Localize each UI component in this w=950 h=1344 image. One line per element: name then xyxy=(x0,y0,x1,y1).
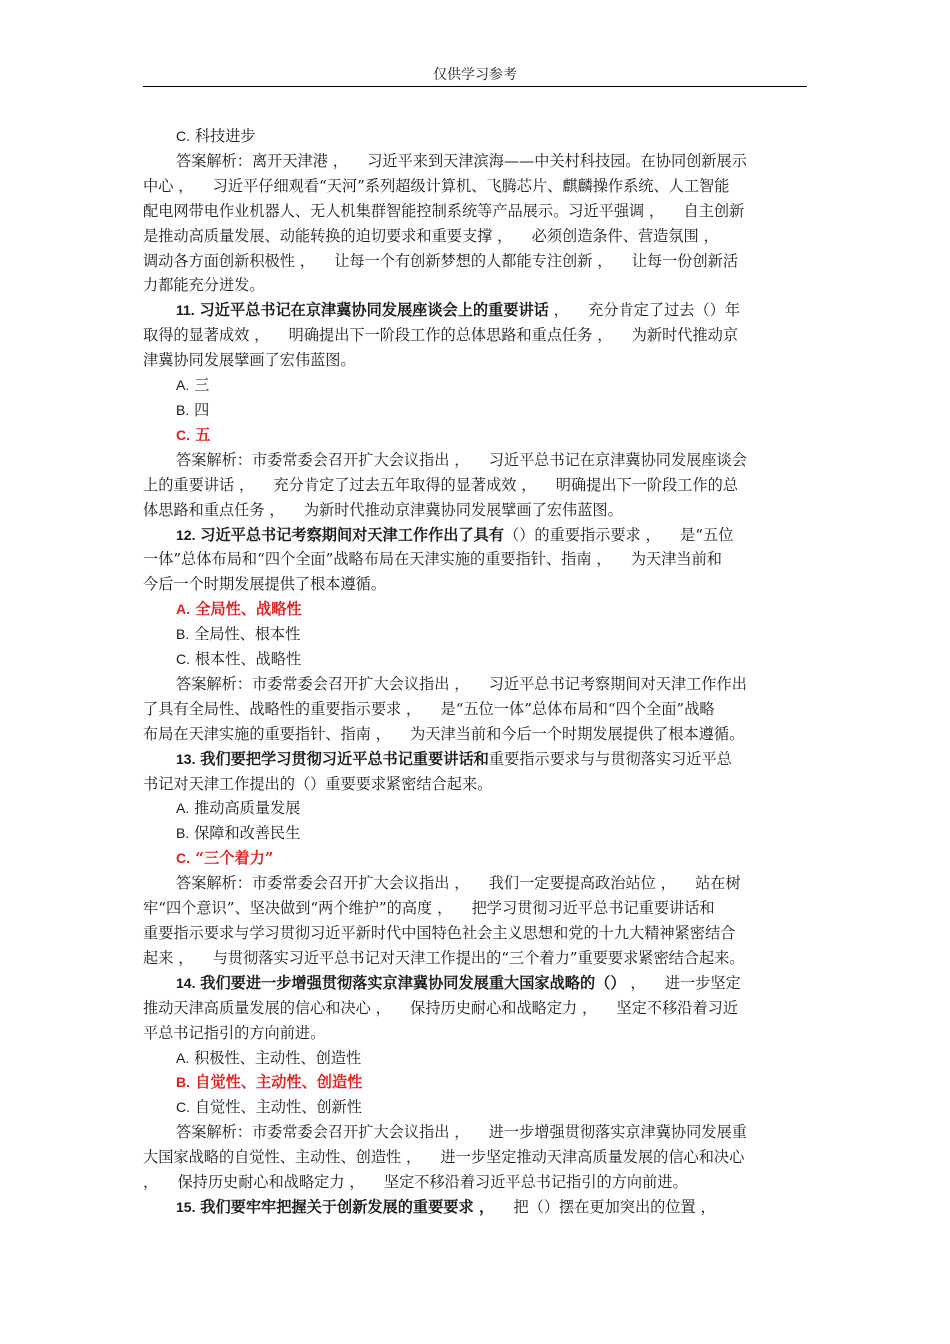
q12-question-line: 今后一个时期发展提供了根本遵循。 xyxy=(143,575,386,594)
q11-analysis-line: 体思路和重点任务 ， 为新时代推动京津冀协同发展擘画了宏伟蓝图。 xyxy=(143,500,623,519)
header-divider xyxy=(143,86,807,87)
q10-analysis-line: 调动各方面创新积极性 ， 让每一个有创新梦想的人都能专注创新 ， 让每一份创新活 xyxy=(143,251,739,270)
q14-question: 14. 我们要进一步增强贯彻落实京津冀协同发展重大国家战略的（） ， 进一步坚定 xyxy=(176,973,741,992)
q11-question-line: 取得的显著成效 ， 明确提出下一阶段工作的总体思路和重点任务 ， 为新时代推动京 xyxy=(143,326,739,345)
q13-question: 13. 我们要把学习贯彻习近平总书记重要讲话和重要指示要求与与贯彻落实习近平总 xyxy=(176,749,732,768)
q11-analysis-line: 答案解析：市委常委会召开扩大会议指出 ， 习近平总书记在京津冀协同发展座谈会 xyxy=(176,450,747,469)
q12-option-b: B. 全局性、根本性 xyxy=(176,625,301,644)
q11-question-line: 津冀协同发展擘画了宏伟蓝图。 xyxy=(143,351,356,370)
page-header: 仅供学习参考 xyxy=(433,67,517,83)
q12-option-c: C. 根本性、战略性 xyxy=(176,650,302,669)
q12-option-a-correct: A. 全局性、战略性 xyxy=(176,600,302,619)
q14-option-a: A. 积极性、主动性、创造性 xyxy=(176,1048,362,1067)
q14-option-b-correct: B. 自觉性、主动性、创造性 xyxy=(176,1073,363,1092)
q13-question-line: 书记对天津工作提出的（）重要要求紧密结合起来。 xyxy=(143,774,493,793)
q12-question-line: 一体”总体布局和“四个全面”战略布局在天津实施的重要指针、指南 ， 为天津当前和 xyxy=(143,550,722,569)
q13-analysis-line: 牢“四个意识”、坚决做到“两个维护”的高度 ， 把学习贯彻习近平总书记重要讲话和 xyxy=(143,899,715,918)
q12-analysis-line: 布局在天津实施的重要指针、指南 ， 为天津当前和今后一个时期发展提供了根本遵循。 xyxy=(143,724,745,743)
q11-option-a: A. 三 xyxy=(176,376,210,395)
q12-analysis-line: 答案解析：市委常委会召开扩大会议指出 ， 习近平总书记考察期间对天津工作作出 xyxy=(176,674,747,693)
q15-question: 15. 我们要牢牢把握关于创新发展的重要要求 ， 把（）摆在更加突出的位置 ， xyxy=(176,1197,716,1216)
q11-option-c-correct: C. 五 xyxy=(176,425,211,444)
q13-analysis-line: 起来 ， 与贯彻落实习近平总书记对天津工作提出的“三个着力”重要要求紧密结合起来。 xyxy=(143,948,745,967)
q11-question: 11. 习近平总书记在京津冀协同发展座谈会上的重要讲话 ， 充分肯定了过去（）年 xyxy=(176,301,741,320)
q10-analysis-line: 是推动高质量发展、动能转换的迫切要求和重要支撑 ， 必须创造条件、营造氛围 ， xyxy=(143,226,719,245)
q13-analysis-line: 答案解析：市委常委会召开扩大会议指出 ， 我们一定要提高政治站位 ， 站在树 xyxy=(176,874,741,893)
q12-question: 12. 习近平总书记考察期间对天津工作作出了具有（）的重要指示要求 ， 是“五位 xyxy=(176,525,734,544)
q14-analysis-line: 大国家战略的自觉性、主动性、创造性 ， 进一步坚定推动天津高质量发展的信心和决心 xyxy=(143,1148,745,1167)
q13-option-c-correct: C. “三个着力” xyxy=(176,849,274,868)
q14-analysis-line: ， 保持历史耐心和战略定力 ， 坚定不移沿着习近平总书记指引的方向前进。 xyxy=(143,1173,688,1192)
q13-option-a: A. 推动高质量发展 xyxy=(176,799,301,818)
q10-analysis-line: 配电网带电作业机器人、无人机集群智能控制系统等产品展示。习近平强调 ， 自主创新 xyxy=(143,201,745,220)
q10-analysis-line: 答案解析：离开天津港 ， 习近平来到天津滨海——中关村科技园。在协同创新展示 xyxy=(176,151,747,170)
q10-analysis-line: 中心 ， 习近平仔细观看“天河”系列超级计算机、飞腾芯片、麒麟操作系统、人工智能 xyxy=(143,176,730,195)
q10-analysis-line: 力都能充分迸发。 xyxy=(143,276,265,295)
q14-question-line: 推动天津高质量发展的信心和决心 ， 保持历史耐心和战略定力 ， 坚定不移沿着习近 xyxy=(143,998,739,1017)
q14-analysis-line: 答案解析：市委常委会召开扩大会议指出 ， 进一步增强贯彻落实京津冀协同发展重 xyxy=(176,1123,747,1142)
q13-analysis-line: 重要指示要求与学习贯彻习近平新时代中国特色社会主义思想和党的十九大精神紧密结合 xyxy=(143,924,736,942)
q14-question-line: 平总书记指引的方向前进。 xyxy=(143,1023,326,1042)
document-body xyxy=(143,124,807,1220)
q14-option-c: C. 自觉性、主动性、创新性 xyxy=(176,1098,362,1117)
q10-option-c: C. 科技进步 xyxy=(176,127,256,145)
q11-analysis-line: 上的重要讲话 ， 充分肯定了过去五年取得的显著成效 ， 明确提出下一阶段工作的总 xyxy=(143,475,739,494)
q11-option-b: B. 四 xyxy=(176,400,210,419)
q12-analysis-line: 了具有全局性、战略性的重要指示要求 ， 是“五位一体”总体布局和“四个全面”战略 xyxy=(143,699,715,718)
q13-option-b: B. 保障和改善民生 xyxy=(176,824,301,843)
